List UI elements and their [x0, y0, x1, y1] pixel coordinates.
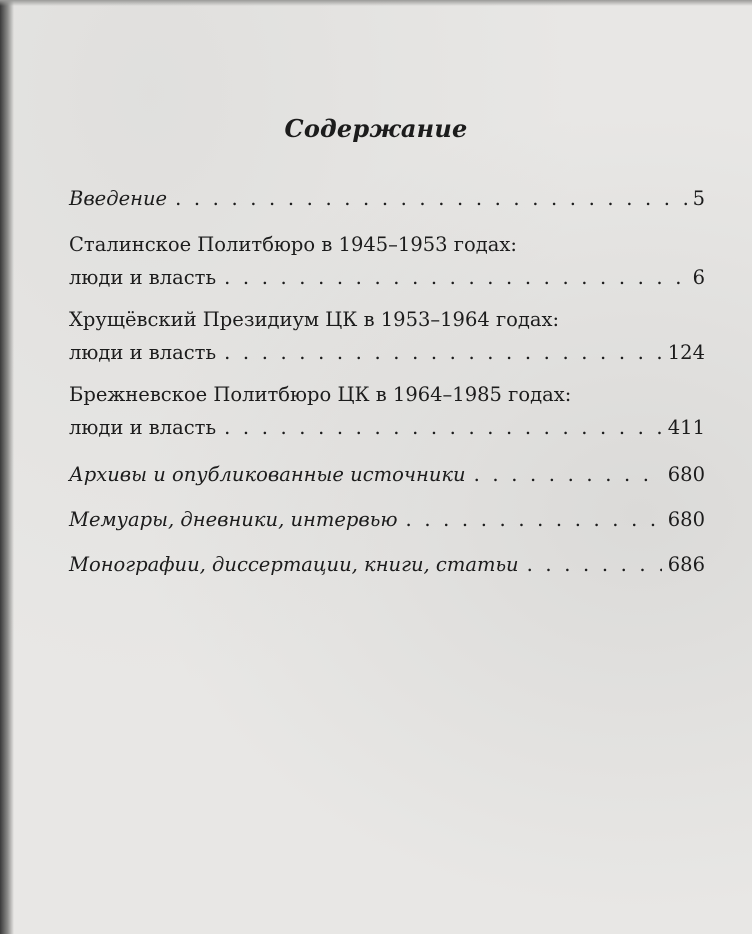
toc-entry-title-line-1: Хрущёвский Президиум ЦК в 1953–1964 годах:	[69, 308, 560, 331]
toc-page-number: 686	[667, 553, 705, 576]
toc-page-number: 5	[692, 187, 705, 210]
dot-leader	[224, 261, 686, 294]
toc-entry-title: люди и власть	[69, 341, 217, 364]
dot-leader	[224, 411, 662, 444]
toc-entry-title: Архивы и опубликованные источники	[69, 463, 466, 486]
toc-page-number: 6	[692, 266, 705, 289]
toc-entry	[69, 228, 705, 294]
toc-entry	[69, 378, 705, 444]
toc-entry-line	[69, 458, 705, 491]
toc-entry-title-line-1: Брежневское Политбюро ЦК в 1964–1985 годах:	[69, 383, 572, 406]
toc-entry-line	[69, 548, 705, 581]
dot-leader	[527, 548, 662, 581]
toc-entry-title: люди и власть	[69, 416, 217, 439]
toc-entry	[69, 458, 705, 491]
table-of-contents	[69, 182, 705, 581]
toc-entry	[69, 548, 705, 581]
toc-page-number: 124	[667, 341, 705, 364]
toc-page-number: 680	[667, 463, 705, 486]
toc-entry-line	[69, 261, 705, 294]
toc-entry-title-line-1: Сталинское Политбюро в 1945–1953 годах:	[69, 233, 517, 256]
toc-entry	[69, 182, 705, 215]
toc-entry-line	[69, 411, 705, 444]
toc-entry-line	[69, 503, 705, 536]
toc-entry-title: Монографии, диссертации, книги, статьи	[69, 553, 519, 576]
dot-leader	[474, 458, 662, 491]
toc-entry-title: люди и власть	[69, 266, 217, 289]
dot-leader	[175, 182, 687, 215]
toc-entry	[69, 303, 705, 369]
dot-leader	[224, 336, 662, 369]
dot-leader	[406, 503, 662, 536]
toc-page-number: 411	[667, 416, 705, 439]
toc-entry-title: Мемуары, дневники, интервью	[69, 508, 398, 531]
page-title: Содержание	[284, 114, 468, 143]
toc-entry	[69, 503, 705, 536]
toc-entry-line	[69, 336, 705, 369]
toc-entry-title: Введение	[69, 187, 168, 210]
toc-page-number: 680	[667, 508, 705, 531]
page-top-edge-shadow	[0, 0, 752, 6]
toc-entry-line	[69, 182, 705, 215]
